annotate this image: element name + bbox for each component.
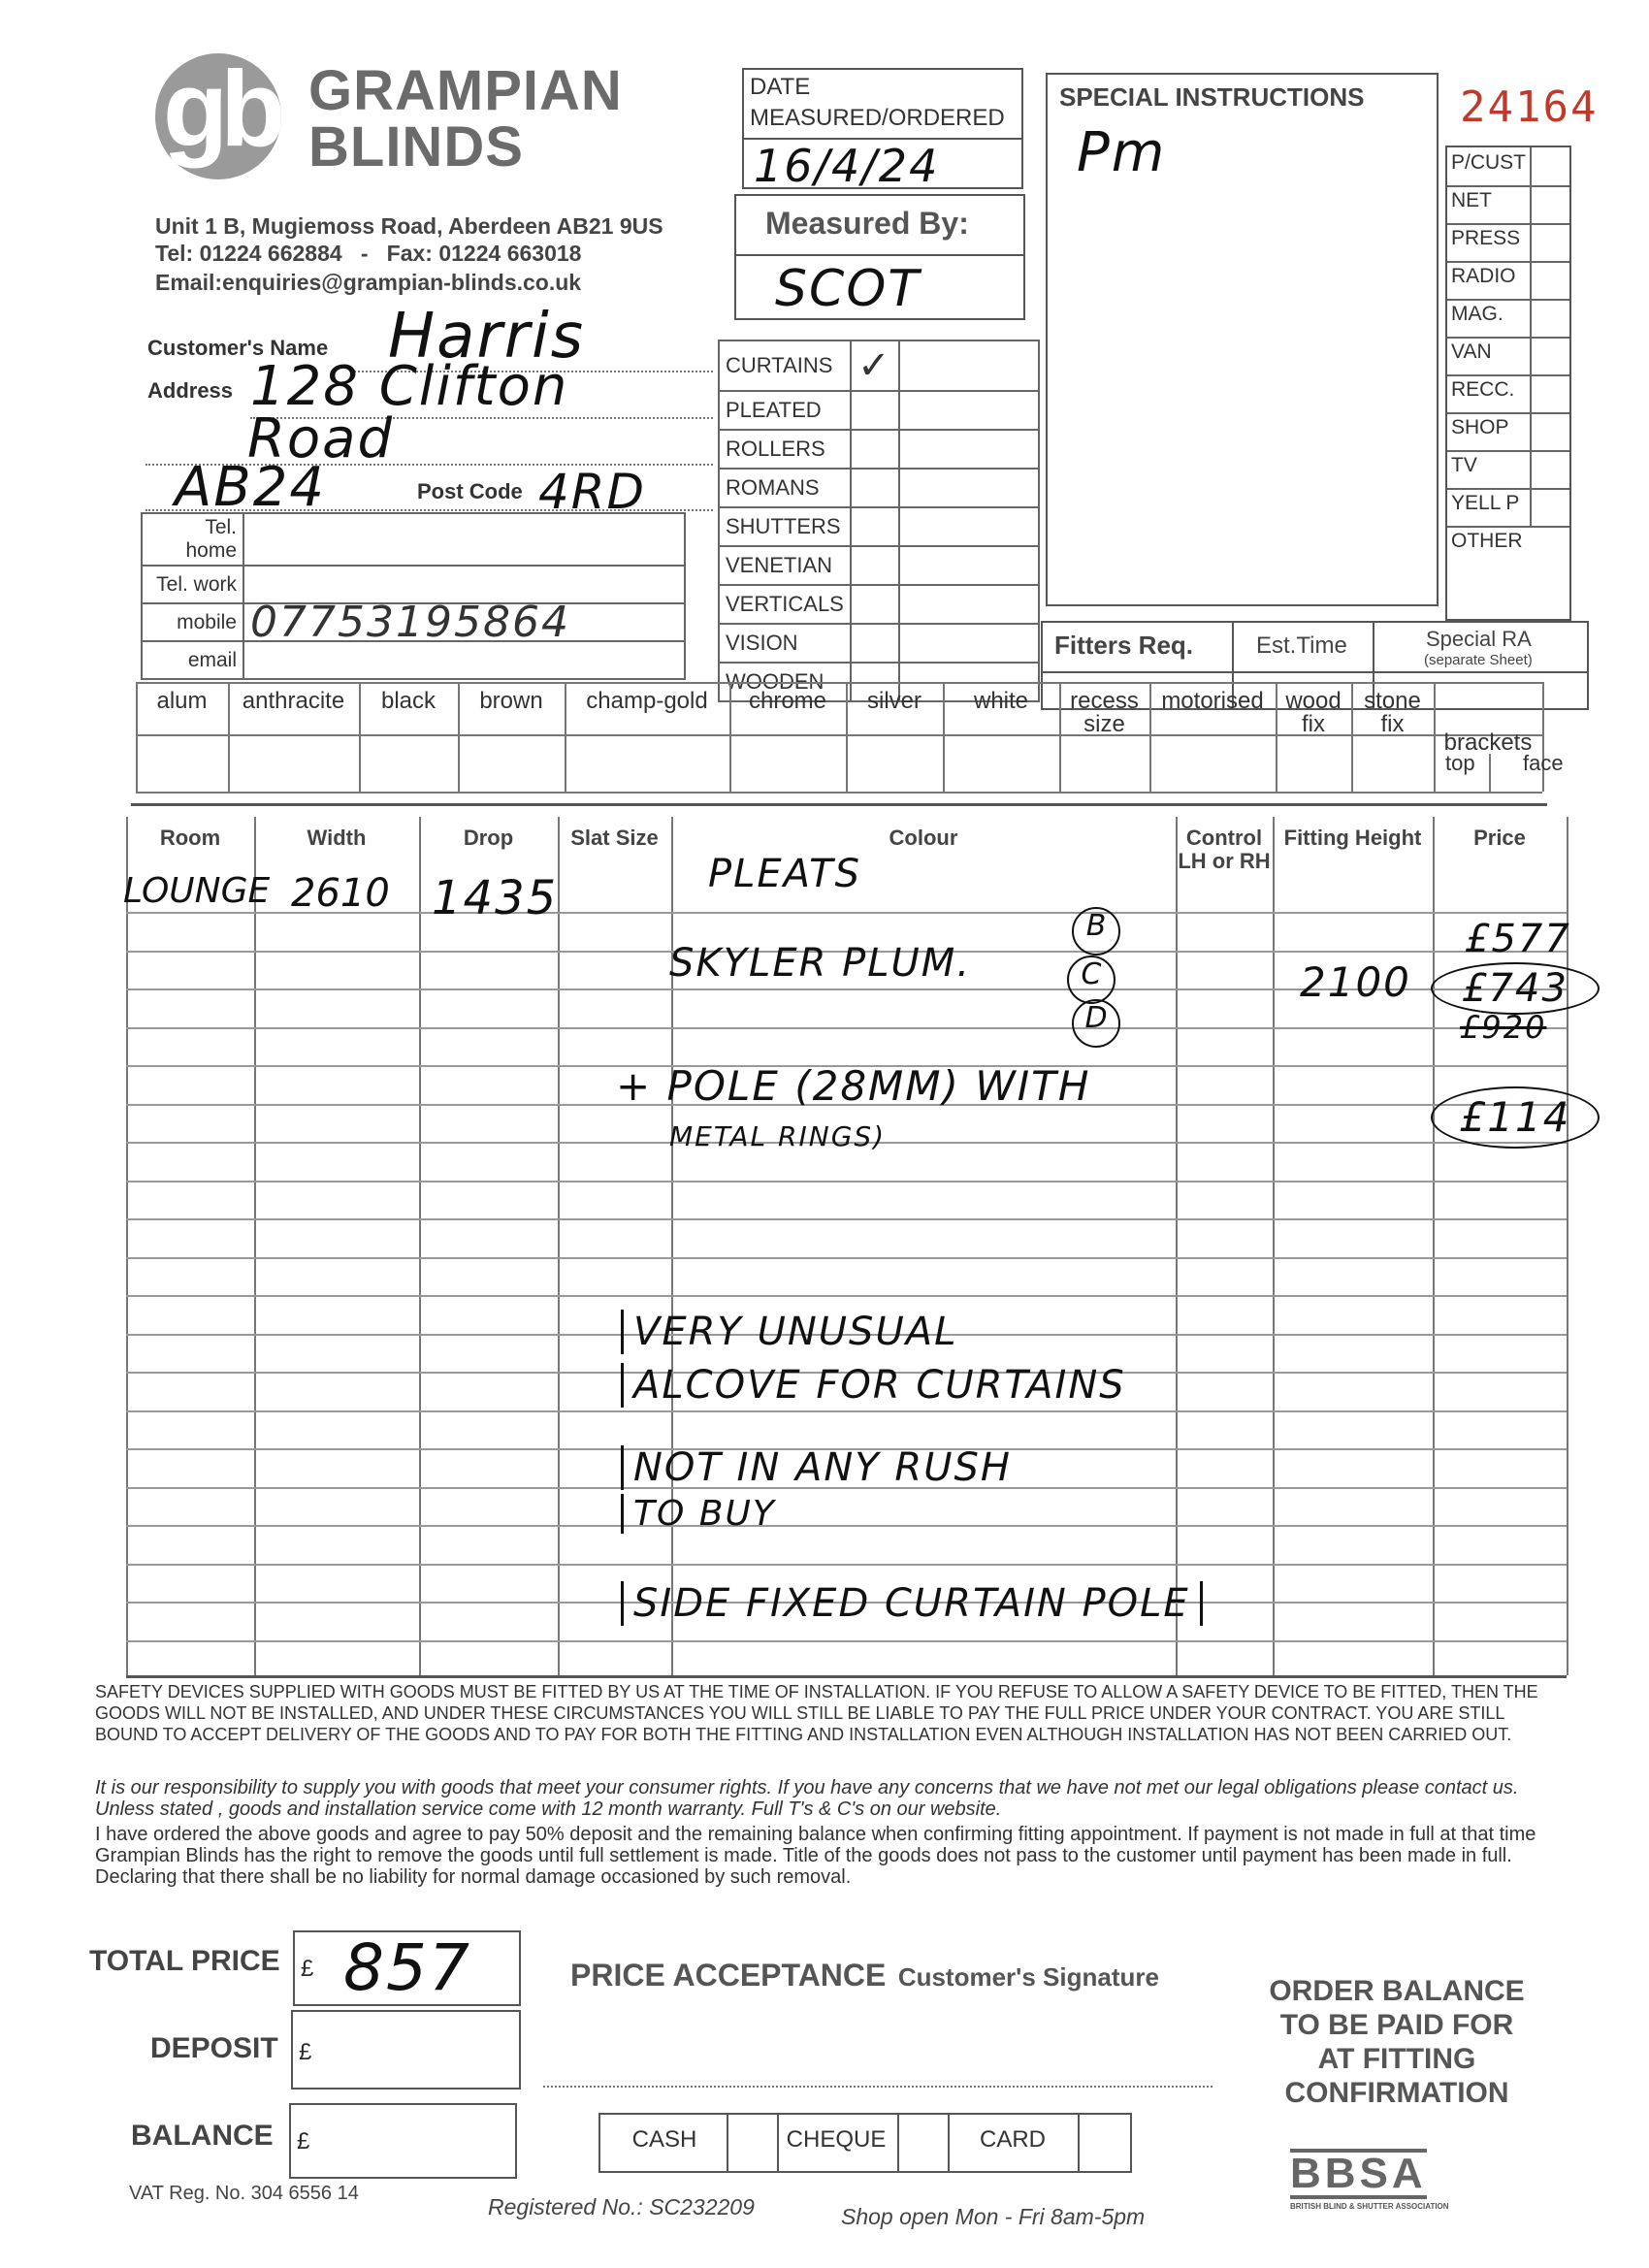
source-divider	[1447, 223, 1569, 225]
payment-tick-box[interactable]	[1080, 2113, 1128, 2173]
product-notes	[899, 469, 1039, 507]
shop-hours: Shop open Mon - Fri 8am-5pm	[841, 2204, 1146, 2229]
product-tick[interactable]	[851, 585, 899, 624]
special-instructions-label: SPECIAL INSTRUCTIONS	[1059, 82, 1365, 112]
contact-row	[142, 603, 685, 641]
product-tick[interactable]	[851, 507, 899, 546]
source-item-label: RADIO	[1451, 265, 1516, 287]
order-header-room: Room	[159, 826, 221, 850]
order-row-line	[126, 1410, 1567, 1412]
source-item-label: PRESS	[1451, 227, 1521, 249]
entry-drop: 1435	[432, 871, 559, 925]
product-row	[719, 469, 1039, 507]
entry-width: 2610	[291, 871, 390, 916]
order-balance-line3: AT FITTING	[1317, 2043, 1476, 2075]
product-row	[719, 340, 1039, 391]
entry-pole-price: £114	[1431, 1086, 1600, 1149]
date-box	[742, 68, 1023, 192]
payment-divider	[948, 2113, 950, 2173]
order-row-line	[126, 1525, 1567, 1527]
finish-header: wood fix	[1285, 688, 1342, 737]
product-label: VERTICALS	[719, 585, 851, 624]
contact-table	[141, 512, 686, 680]
rights-text: It is our responsibility to supply you with goods that meet your consumer rights. If you have any concerns that we have not met our legal obligations please contact us. Unless stated , goods and installation service come with 12 month warranty. Full T's & C's on our website.	[95, 1777, 1519, 1820]
source-item-label: TV	[1451, 454, 1477, 476]
fitters-req-label: Fitters Req.	[1054, 631, 1194, 660]
product-label: VISION	[719, 624, 851, 663]
entry-room: LOUNGE	[123, 871, 271, 911]
special-ra-note: (separate Sheet)	[1424, 652, 1533, 668]
order-row-line	[126, 1257, 1567, 1259]
postcode-label: Post Code	[417, 479, 523, 503]
deposit-label: DEPOSIT	[150, 2032, 278, 2064]
vat-number: VAT Reg. No. 304 6556 14	[129, 2183, 359, 2204]
payment-tick-box[interactable]	[899, 2113, 948, 2173]
address-line3: AB24	[175, 456, 326, 519]
source-divider	[1447, 526, 1569, 528]
deposit-currency: £	[299, 2039, 312, 2065]
source-divider	[1447, 299, 1569, 301]
measured-by-value: SCOT	[775, 260, 922, 318]
company-phone-fax: Tel: 01224 662884 - Fax: 01224 663018	[155, 241, 582, 266]
entry-pole-line1: + POLE (28MM) WITH	[616, 1062, 1091, 1110]
price-acceptance-title	[570, 1958, 1159, 1993]
source-divider	[1447, 488, 1569, 490]
finish-header: silver	[866, 688, 922, 714]
product-row	[719, 624, 1039, 663]
address-line2: Road	[247, 407, 395, 470]
company-address: Unit 1 B, Mugiemoss Road, Aberdeen AB21 9US	[155, 213, 663, 239]
order-col-divider	[1176, 817, 1178, 1675]
entry-price-1: £577	[1465, 917, 1571, 961]
brackets-face-label: face	[1523, 751, 1564, 775]
source-divider	[1447, 374, 1569, 376]
source-item-label: RECC.	[1451, 378, 1515, 401]
product-label: VENETIAN	[719, 546, 851, 585]
order-col-divider	[419, 817, 421, 1675]
date-value: 16/4/24	[754, 140, 940, 192]
contact-row	[142, 513, 685, 566]
order-header-colour: Colour	[889, 826, 958, 850]
order-col-divider	[1273, 817, 1275, 1675]
order-header-drop: Drop	[463, 826, 514, 850]
order-row-line	[126, 1295, 1567, 1297]
note-1b: ALCOVE FOR CURTAINS	[621, 1363, 1126, 1408]
product-label: WOODEN	[719, 663, 851, 701]
product-label: CURTAINS	[719, 340, 851, 391]
product-tick[interactable]	[851, 624, 899, 663]
company-logo	[155, 49, 301, 179]
contact-label: email	[142, 641, 243, 679]
finish-bottom-border	[136, 792, 1542, 794]
product-notes	[899, 546, 1039, 585]
company-name-line2: BLINDS	[308, 115, 524, 178]
entry-grade-d: D	[1072, 999, 1120, 1048]
total-currency: £	[301, 1956, 314, 1982]
finish-header: white	[973, 688, 1029, 714]
order-row-line	[126, 1218, 1567, 1220]
source-item-label: P/CUST	[1451, 151, 1527, 174]
source-item-label: YELL P	[1451, 492, 1520, 514]
product-tick[interactable]	[851, 469, 899, 507]
order-header-slat: Slat Size	[570, 826, 659, 850]
source-tick-column	[1530, 147, 1532, 526]
order-header-width: Width	[307, 826, 367, 850]
postcode-value: 4RD	[538, 464, 647, 520]
source-divider	[1447, 261, 1569, 263]
measured-by-label: Measured By:	[765, 206, 969, 241]
measured-by-box	[734, 194, 1025, 320]
customer-name: Harris	[388, 301, 586, 373]
finish-header: recess size	[1070, 688, 1139, 737]
source-box	[1445, 146, 1571, 621]
bbsa-logo	[1290, 2149, 1513, 2211]
product-notes	[899, 430, 1039, 469]
product-notes	[899, 507, 1039, 546]
address-line1: 128 Clifton	[250, 355, 569, 418]
product-row	[719, 507, 1039, 546]
date-label: DATE MEASURED/ORDERED	[750, 74, 1005, 131]
order-row-line	[126, 1181, 1567, 1183]
product-label: ROMANS	[719, 469, 851, 507]
note-2a: NOT IN ANY RUSH	[621, 1445, 1012, 1490]
finish-top-border	[136, 682, 1542, 684]
product-label: PLEATED	[719, 391, 851, 430]
brackets-label: brackets	[1443, 729, 1533, 756]
product-row	[719, 546, 1039, 585]
source-item-label: SHOP	[1451, 416, 1509, 438]
signature-line[interactable]	[543, 2086, 1212, 2088]
order-number: 24164	[1460, 82, 1599, 132]
safety-text: SAFETY DEVICES SUPPLIED WITH GOODS MUST BE FITTED BY US AT THE TIME OF INSTALLATION. IF YOU REFUSE TO ALLOW A SAFETY DEVICE TO BE FITTED, THEN THE GOODS WILL NOT BE INSTALLED, AND UNDER THESE CIRCUMSTANCES YOU WILL STILL BE LIABLE TO PAY THE FULL PRICE UNDER YOUR CONTRACT. YOU ARE STILL BOUND TO ACCEPT DELIVERY OF THE GOODS AND TO PAY FOR BOTH THE FITTING AND INSTALLATION EVEN ALTHOUGH INSTALLATION HAS NOT BEEN CARRIED OUT.	[95, 1682, 1538, 1744]
product-notes	[899, 624, 1039, 663]
finish-header: brown	[479, 688, 543, 714]
product-notes	[899, 585, 1039, 624]
finish-header: champ-gold	[586, 688, 708, 714]
contact-value[interactable]: 07753195864	[243, 603, 685, 641]
product-label: ROLLERS	[719, 430, 851, 469]
note-2b: TO BUY	[621, 1494, 776, 1534]
company-email: Email:enquiries@grampian-blinds.co.uk	[155, 270, 582, 295]
product-tick[interactable]	[851, 546, 899, 585]
bbsa-logo-text: BBSA	[1290, 2150, 1427, 2197]
balance-box	[289, 2103, 517, 2179]
order-col-divider	[126, 817, 128, 1675]
source-item-label: NET	[1451, 189, 1492, 211]
balance-currency: £	[297, 2128, 310, 2155]
source-divider	[1447, 185, 1569, 187]
order-col-divider	[1433, 817, 1435, 1675]
note-3: SIDE FIXED CURTAIN POLE	[621, 1581, 1203, 1626]
product-type-table	[718, 340, 1040, 702]
entry-colour-line1: PLEATS	[708, 852, 861, 896]
product-row	[719, 585, 1039, 624]
source-item-label: OTHER	[1451, 530, 1523, 552]
contact-label: Tel. home	[142, 513, 243, 566]
finish-col-divider	[1489, 754, 1491, 792]
source-item-label: VAN	[1451, 340, 1492, 363]
entry-grade-c: C	[1067, 956, 1116, 1004]
payment-method-label: CHEQUE	[786, 2126, 887, 2153]
customer-name-label: Customer's Name	[147, 336, 329, 360]
finish-header: stone fix	[1364, 688, 1421, 737]
deposit-box	[291, 2010, 521, 2090]
finish-header: alum	[156, 688, 208, 714]
address-label: Address	[147, 378, 234, 403]
product-notes	[899, 340, 1039, 391]
product-notes	[899, 391, 1039, 430]
order-balance-line4: CONFIRMATION	[1284, 2077, 1509, 2109]
order-balance-line2: TO BE PAID FOR	[1279, 2009, 1514, 2041]
logo-letters: gb	[163, 49, 278, 169]
registered-number: Registered No.: SC232209	[488, 2194, 755, 2219]
finish-header: motorised	[1161, 688, 1264, 714]
order-balance-note	[1242, 1974, 1552, 2110]
product-label: SHUTTERS	[719, 507, 851, 546]
balance-label: BALANCE	[131, 2120, 274, 2152]
order-row-line	[126, 1564, 1567, 1566]
payment-method-label: CARD	[979, 2126, 1046, 2153]
finish-header: chrome	[748, 688, 827, 714]
source-item-label: MAG.	[1451, 303, 1504, 325]
brackets-top-label: top	[1445, 751, 1475, 775]
source-divider	[1447, 337, 1569, 339]
entry-price-3: £920	[1460, 1009, 1547, 1046]
total-price-value: 857	[343, 1930, 471, 2005]
entry-fitting-height: 2100	[1300, 958, 1411, 1006]
product-row	[719, 430, 1039, 469]
product-tick[interactable]: ✓	[851, 340, 899, 391]
contact-label: Tel. work	[142, 566, 243, 603]
entry-grade-b: B	[1072, 907, 1120, 956]
order-col-divider	[254, 817, 256, 1675]
payment-tick-box[interactable]	[728, 2113, 777, 2173]
company-name-line1: GRAMPIAN	[308, 59, 623, 122]
source-divider	[1447, 450, 1569, 452]
contact-label: mobile	[142, 603, 243, 641]
order-col-divider	[558, 817, 560, 1675]
contact-value[interactable]	[243, 641, 685, 679]
payment-text: I have ordered the above goods and agree to pay 50% deposit and the remaining balance when confirming fitting appointment. If payment is not made in full at that time Grampian Blinds has the right to remove the goods until full settlement is made. Title of the goods does not pass to the customer until payment has been made in full. Declaring that there shall be no liability for normal damage occasioned by such removal.	[95, 1824, 1536, 1888]
entry-colour-line2: SKYLER PLUM.	[669, 941, 972, 986]
order-header-fitting: Fitting Height	[1283, 826, 1422, 850]
bbsa-full-name: BRITISH BLIND & SHUTTER ASSOCIATION	[1290, 2202, 1449, 2211]
note-1a: VERY UNUSUAL	[621, 1310, 957, 1354]
signature-label: Customer's Signature	[897, 1962, 1159, 1992]
special-instructions-box	[1046, 73, 1439, 606]
finish-header: black	[380, 688, 436, 714]
product-tick[interactable]	[851, 391, 899, 430]
special-instructions-value: Pm	[1077, 121, 1167, 184]
price-acceptance-heading: PRICE ACCEPTANCE	[570, 1958, 887, 1993]
product-row	[719, 391, 1039, 430]
total-price-box	[293, 1930, 521, 2006]
payment-method-label: CASH	[631, 2126, 697, 2153]
total-price-label: TOTAL PRICE	[89, 1945, 280, 1977]
contact-row	[142, 641, 685, 679]
est-time-label: Est.Time	[1256, 632, 1347, 659]
contact-value[interactable]	[243, 513, 685, 566]
entry-price-2: £743	[1431, 962, 1600, 1015]
order-row-line	[126, 1640, 1567, 1642]
order-header-price: Price	[1473, 826, 1526, 850]
product-tick[interactable]	[851, 430, 899, 469]
entry-pole-line2: METAL RINGS)	[669, 1120, 887, 1152]
finish-header: anthracite	[242, 688, 345, 714]
order-balance-line1: ORDER BALANCE	[1269, 1975, 1525, 2007]
source-divider	[1447, 412, 1569, 414]
order-header-control: Control LH or RH	[1178, 826, 1271, 873]
order-bottom-border	[126, 1675, 1567, 1678]
special-ra-label: Special RA	[1426, 627, 1532, 651]
order-row-line	[126, 1027, 1567, 1029]
